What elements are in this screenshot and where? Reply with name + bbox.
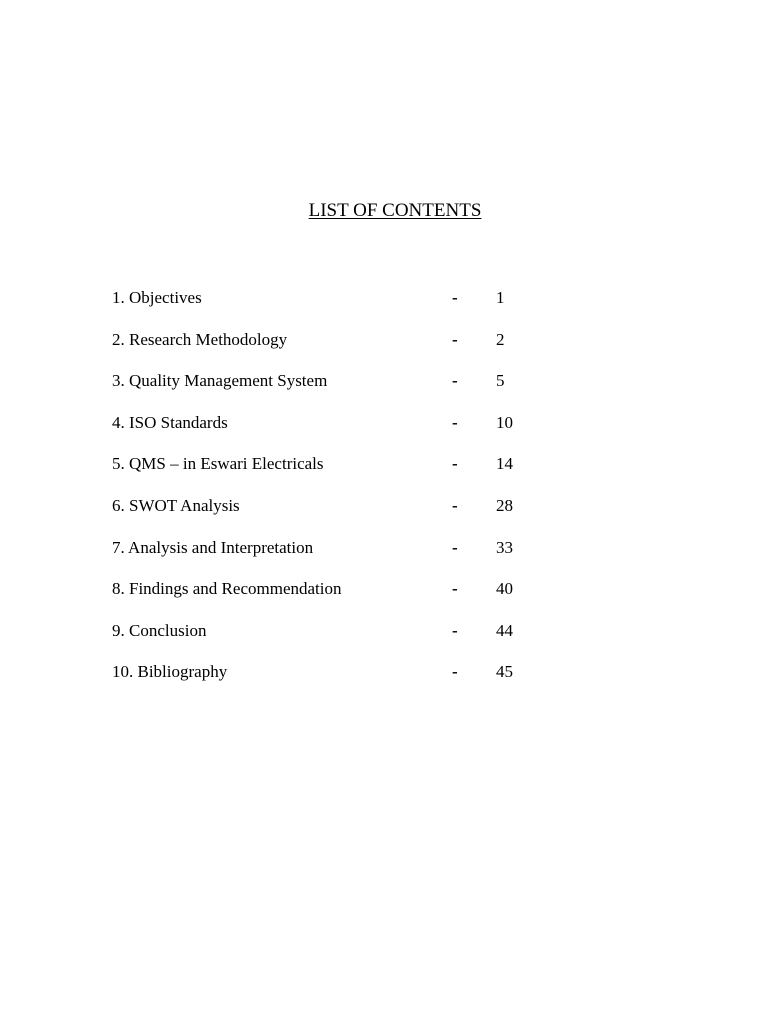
toc-entry-title: 3. Quality Management System	[112, 371, 328, 391]
toc-entry-title: 1. Objectives	[112, 288, 202, 307]
toc-entry	[112, 620, 532, 662]
toc-entry-page: 1	[496, 288, 505, 307]
toc-entry-dash: -	[452, 371, 458, 391]
toc-entry	[112, 495, 532, 537]
toc-entry	[112, 370, 532, 412]
toc-entry-dash: -	[452, 579, 458, 599]
toc-entry-dash: -	[452, 537, 458, 557]
toc-entry-dash: -	[452, 412, 458, 432]
toc-entry	[112, 329, 532, 371]
toc-entry	[112, 661, 532, 703]
toc-entry-page: 44	[496, 620, 513, 640]
toc-entry-dash: -	[452, 454, 458, 474]
toc-entry-page: 45	[496, 662, 513, 682]
toc-entry-dash: -	[452, 288, 458, 307]
toc-entry-page: 14	[496, 454, 513, 474]
toc-entry-title: 10. Bibliography	[112, 662, 228, 682]
toc-entry-title: 5. QMS – in Eswari Electricals	[112, 454, 324, 474]
toc-entry-page: 28	[496, 495, 513, 515]
toc-entry	[112, 578, 532, 620]
toc-entry-title: 2. Research Methodology	[112, 329, 288, 349]
toc-entry-page: 2	[496, 329, 505, 349]
toc-entry-page: 10	[496, 412, 513, 432]
toc-entry	[112, 453, 532, 495]
toc-entry-dash: -	[452, 620, 458, 640]
toc-entry-title: 6. SWOT Analysis	[112, 495, 240, 515]
toc-entry	[112, 537, 532, 579]
toc-entry-dash: -	[452, 662, 458, 682]
toc-entry-title: 7. Analysis and Interpretation	[112, 537, 314, 557]
toc-entry-page: 33	[496, 537, 513, 557]
toc-entry	[112, 412, 532, 454]
toc-entry-page: 5	[496, 371, 505, 391]
toc-entry-title: 8. Findings and Recommendation	[112, 579, 342, 599]
toc-entry-dash: -	[452, 329, 458, 349]
table-of-contents	[112, 287, 532, 703]
toc-entry-title: 4. ISO Standards	[112, 412, 228, 432]
toc-entry-title: 9. Conclusion	[112, 620, 207, 640]
toc-entry-dash: -	[452, 495, 458, 515]
toc-entry	[112, 287, 532, 329]
toc-entry-page: 40	[496, 579, 513, 599]
page-title: LIST OF CONTENTS	[308, 200, 482, 221]
